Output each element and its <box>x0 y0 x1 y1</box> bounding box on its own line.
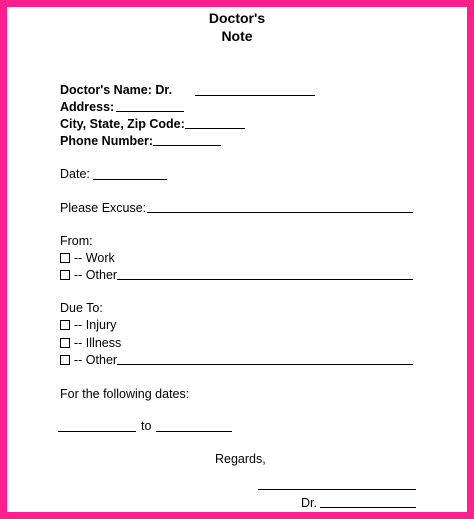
doctor-name-field[interactable] <box>195 95 315 96</box>
signature-line[interactable] <box>258 489 416 490</box>
doctor-name-prefix: Dr. <box>155 83 173 97</box>
to-label: to <box>141 419 152 433</box>
from-other-checkbox[interactable] <box>60 270 70 280</box>
due-to-option-other: -- Other <box>60 353 117 367</box>
please-excuse-label: Please Excuse: <box>60 201 147 215</box>
phone-field[interactable] <box>153 145 221 146</box>
regards-label: Regards, <box>215 452 266 466</box>
phone-label: Phone Number: <box>60 134 154 148</box>
address-field[interactable] <box>116 111 184 112</box>
due-to-option-illness: -- Illness <box>60 336 121 350</box>
work-checkbox[interactable] <box>60 253 70 263</box>
date-label: Date: <box>60 167 90 181</box>
address-label: Address: <box>60 100 115 114</box>
from-option-other: -- Other <box>60 268 117 282</box>
from-other-field[interactable] <box>117 279 413 280</box>
illness-checkbox[interactable] <box>60 338 70 348</box>
following-dates-label: For the following dates: <box>60 387 190 401</box>
injury-checkbox[interactable] <box>60 320 70 330</box>
city-state-zip-label: City, State, Zip Code: <box>60 117 185 131</box>
from-label: From: <box>60 234 93 248</box>
signature-prefix: Dr. <box>301 496 317 510</box>
city-state-zip-field[interactable] <box>185 128 245 129</box>
doctor-printed-name-field[interactable] <box>320 507 416 508</box>
date-field[interactable] <box>93 179 167 180</box>
due-other-field[interactable] <box>117 364 413 365</box>
due-to-label: Due To: <box>60 301 103 315</box>
due-other-checkbox[interactable] <box>60 355 70 365</box>
please-excuse-field[interactable] <box>147 212 413 213</box>
due-to-option-injury: -- Injury <box>60 318 116 332</box>
title-line-1: Doctor's <box>208 10 266 26</box>
start-date-field[interactable] <box>58 431 136 432</box>
doctor-name-label: Doctor's Name: <box>60 83 152 97</box>
end-date-field[interactable] <box>156 431 232 432</box>
from-option-work: -- Work <box>60 251 115 265</box>
title-line-2: Note <box>221 28 253 44</box>
